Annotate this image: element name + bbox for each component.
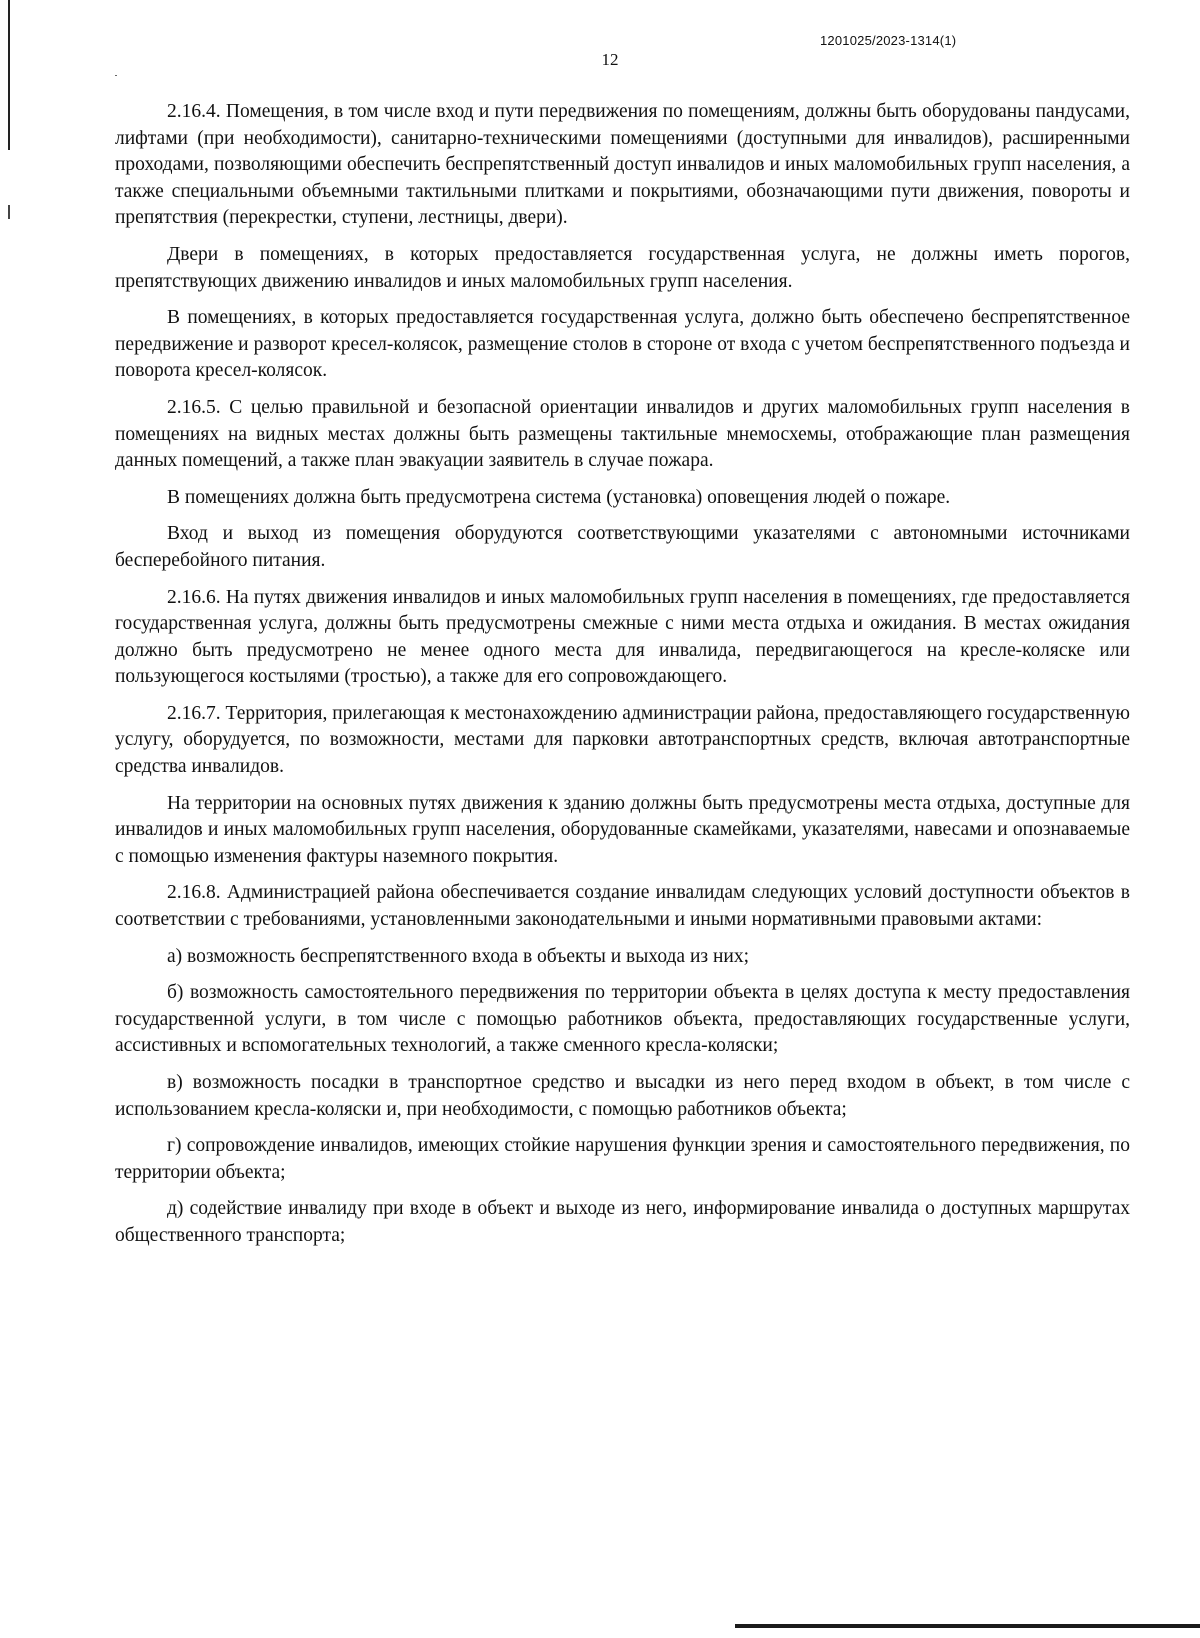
document-body (115, 99, 1130, 1260)
paragraph-exit-signs: Вход и выход из помещения оборудуются соответствующими указателями с автономными источниками бесперебойного питания. (115, 523, 1130, 571)
scan-edge-line (8, 0, 10, 150)
paragraph-2-16-5: 2.16.5. С целью правильной и безопасной ориентации инвалидов и других маломобильных групп населения в помещениях на видных местах должны быть размещены тактильные мнемосхемы, отображающие план размещения данных помещений, а также план эвакуации заявитель в случае пожара. (115, 396, 1130, 472)
scan-bottom-edge (735, 1624, 1200, 1628)
paragraph-wheelchair-movement: В помещениях, в которых предоставляется государственная услуга, должно быть обеспечено беспрепятственное передвижение и разворот кресел-колясок, размещение столов в стороне от входа с учетом беспрепятственного подъезда и поворота кресел-колясок. (115, 307, 1130, 382)
page-number: 12 (601, 50, 619, 69)
paragraph-doors: Двери в помещениях, в которых предоставляется государственная услуга, не должны иметь порогов, препятствующих движению инвалидов и иных маломобильных групп населения. (115, 243, 1130, 292)
paragraph-rest-areas: На территории на основных путях движения к зданию должны быть предусмотрены места отдыха, доступные для инвалидов и иных маломобильных групп населения, оборудованные скамейками, указателями, навесами и опознаваемые с помощью изменения фактуры наземного покрытия. (115, 792, 1130, 867)
paragraph-2-16-6: 2.16.6. На путях движения инвалидов и иных маломобильных групп населения в помещениях, где предоставляется государственная услуга, должны быть предусмотрены смежные с ними места отдыха и ожидания. В местах ожидания должно быть предусмотрено не менее одного места для инвалида, передвигающегося на кресле-коляске или пользующегося костылями (тростью), а также для его сопровождающего. (115, 586, 1130, 688)
paragraph-2-16-8: 2.16.8. Администрацией района обеспечивается создание инвалидам следующих условий доступности объектов в соответствии с требованиями, установленными законодательными и иными нормативными правовыми актами: (115, 882, 1130, 931)
paragraph-2-16-7: 2.16.7. Территория, прилегающая к местонахождению администрации района, предоставляющего государственную услугу, оборудуется, по возможности, местами для парковки автотранспортных средств, включая автотранспортные средства инвалидов. (115, 702, 1130, 778)
list-item-v: в) возможность посадки в транспортное средство и высадки из него перед входом в объект, в том числе с использованием кресла-коляски и, при необходимости, с помощью работников объекта; (115, 1072, 1130, 1120)
paragraph-2-16-4: 2.16.4. Помещения, в том числе вход и пути передвижения по помещениям, должны быть оборудованы пандусами, лифтами (при необходимости), санитарно-техническими помещениями (доступными для инвалидов), расширенными проходами, позволяющими обеспечить беспрепятственный доступ инвалидов и иных маломобильных групп населения, а также специальными объемными тактильными плитками и покрытиями, обозначающими пути движения, повороты и препятствия (перекрестки, ступени, лестницы, двери). (115, 101, 1130, 229)
list-item-g: г) сопровождение инвалидов, имеющих стойкие нарушения функции зрения и самостоятельного передвижения, по территории объекта; (115, 1135, 1130, 1183)
scan-edge-mark (8, 205, 10, 219)
list-item-b: б) возможность самостоятельного передвижения по территории объекта в целях доступа к месту предоставления государственной услуги, в том числе с помощью работников объекта, предоставляющих государственные услуги, ассистивных и вспомогательных технологий, а также сменного кресла-коляски; (115, 982, 1130, 1057)
paragraph-fire-alarm: В помещениях должна быть предусмотрена система (установка) оповещения людей о пожаре. (167, 486, 951, 508)
list-item-a: а) возможность беспрепятственного входа в объекты и выхода из них; (167, 945, 750, 967)
document-id: 1201025/2023-1314(1) (820, 33, 957, 48)
list-item-d: д) содействие инвалиду при входе в объект и выходе из него, информирование инвалида о доступных маршрутах общественного транспорта; (115, 1198, 1130, 1246)
margin-mark (115, 75, 117, 76)
